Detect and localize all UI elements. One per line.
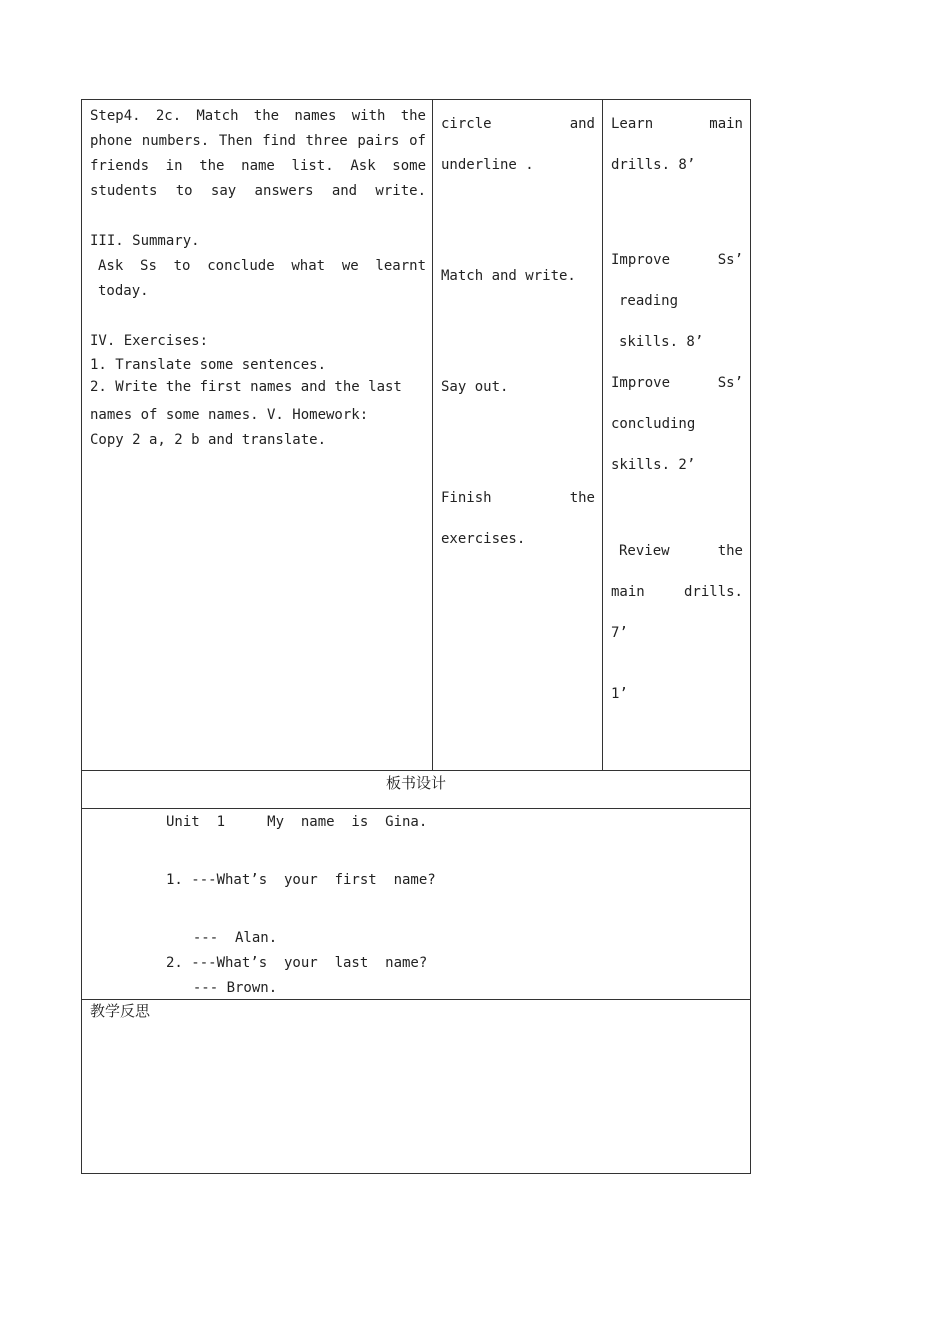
homework-text: Copy 2 a, 2 b and translate. [90,432,327,448]
student-activity-cell [441,104,595,560]
purpose-review-drills: main drills. [611,584,743,600]
activity-match: Match and write. [441,268,576,284]
board-answer-2: --- Brown. [176,980,278,996]
purpose-review: Review the [619,543,743,559]
step4-text: Step4. 2c. Match the names with the phone numbers. Then find three pairs of friends in the name list. Ask some students to say answers and write. [90,108,426,199]
purpose-learn-time: drills. 8’ [611,157,696,173]
purpose-reading: reading [619,293,679,309]
board-design-heading: 板书设计 [385,774,446,792]
column-divider-1 [432,100,433,770]
activity-say: Say out. [441,379,509,395]
purpose-cell [611,104,743,715]
purpose-homework-time: 1’ [611,686,628,702]
activity-underline: underline . [441,157,534,173]
exercise-2-continued: names of some names. V. Homework: [90,407,369,423]
board-design-content [166,810,436,1001]
procedure-cell [90,104,426,448]
summary-text: Ask Ss to conclude what we learnt today. [98,258,426,299]
reflection-heading: 教学反思 [90,1002,151,1020]
summary-title: III. Summary. [90,233,200,249]
purpose-reading-time: skills. 8’ [619,334,704,350]
purpose-concluding: concluding [611,416,696,432]
activity-exercises: exercises. [441,531,526,547]
purpose-concluding-time: skills. 2’ [611,457,696,473]
purpose-improve-concluding: Improve Ss’ [611,375,743,391]
exercise-2: 2. Write the first names and the last [90,379,402,395]
lesson-plan-table [81,99,751,1174]
board-question-1: 1. ---What’s your first name? [166,872,436,888]
board-question-2: 2. ---What’s your last name? [166,955,428,971]
exercise-1: 1. Translate some sentences. [90,357,327,373]
row-divider-2 [82,808,750,809]
purpose-learn: Learn main [611,116,743,132]
board-answer-1: --- Alan. [176,930,278,946]
board-unit-title: Unit 1 My name is Gina. [166,814,428,830]
purpose-improve-reading: Improve Ss’ [611,252,743,268]
column-divider-2 [602,100,603,770]
activity-finish: Finish the [441,490,595,506]
activity-circle: circle and [441,116,595,132]
spacer [90,304,426,329]
purpose-review-time: 7’ [611,625,628,641]
exercises-title: IV. Exercises: [90,333,209,349]
